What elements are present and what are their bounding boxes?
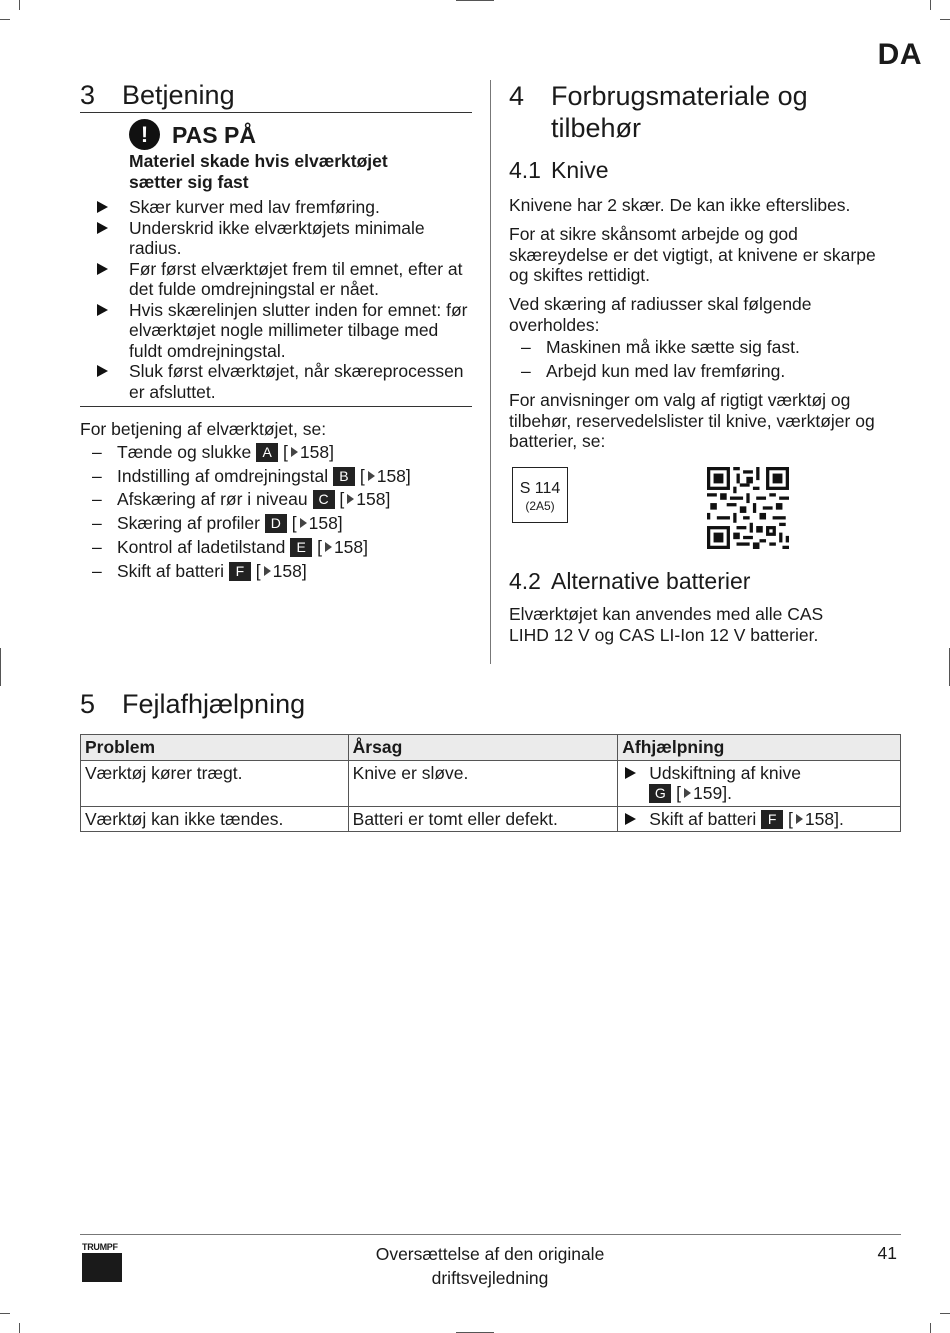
crop-mark	[456, 0, 494, 1]
figure-badge: E	[290, 538, 312, 557]
list-item: Før først elværktøjet frem til emnet, efter at det fulde omdrejningstal er nået.	[80, 259, 472, 300]
divider	[80, 112, 472, 113]
triangle-bullet-icon	[97, 201, 108, 213]
paragraph: Knivene har 2 skær. De kan ikke efterslibes.	[509, 195, 851, 215]
paragraph: Elværktøjet kan anvendes med alle CAS LIHD 12 V og CAS LI-Ion 12 V batterier.	[509, 604, 824, 645]
paragraph: For anvisninger om valg af rigtigt værktøj og tilbehør, reservedelslister til knive, værktøjer og batterier, se:	[509, 390, 875, 451]
table-header-row	[81, 735, 901, 761]
subsection-4-2-heading	[509, 568, 750, 595]
brand-name: TRUMPF	[82, 1242, 118, 1252]
page-arrow-icon	[796, 814, 803, 824]
page-link[interactable]: 159].	[693, 783, 732, 803]
triangle-bullet-icon	[97, 263, 108, 275]
triangle-bullet-icon	[97, 304, 108, 316]
subsection-4-1-heading	[509, 157, 609, 184]
page-link[interactable]: 158]	[376, 465, 411, 486]
subsection-title: Alternative batterier	[551, 568, 751, 594]
paragraph: Ved skæring af radiusser skal følgende overholdes:	[509, 294, 812, 335]
figure-badge: B	[333, 467, 355, 486]
page-arrow-icon	[264, 566, 271, 576]
page-link[interactable]: 158]	[356, 489, 391, 510]
footer-center	[340, 1243, 640, 1290]
cause-cell: Knive er sløve.	[348, 760, 618, 806]
page-arrow-icon	[291, 447, 298, 457]
brand-logo	[82, 1242, 122, 1282]
page-arrow-icon	[325, 542, 332, 552]
footer-line: driftsvejledning	[431, 1267, 549, 1288]
paragraph: For at sikre skånsomt arbejde og god skæreydelse er det vigtigt, at knivene er skarpe og skiftes rettidigt.	[509, 224, 876, 285]
column-header: Afhjælpning	[618, 735, 901, 761]
page-arrow-icon	[684, 788, 691, 798]
language-code: DA	[877, 38, 922, 71]
triangle-bullet-icon	[625, 813, 636, 825]
list-item: – Tænde og slukke A [ 158]	[92, 442, 334, 462]
crop-mark	[0, 648, 1, 686]
rules-list	[509, 336, 904, 383]
figure-badge: C	[313, 490, 335, 509]
section-title: Fejlafhjælpning	[122, 689, 306, 719]
list-item: Sluk først elværktøjet, når skæreprocessen er afsluttet.	[80, 361, 472, 402]
figure-badge: D	[265, 514, 287, 533]
section-3-heading	[80, 80, 235, 111]
column-header: Årsag	[348, 735, 618, 761]
remedy-cell: Udskiftning af knive G [ 159].	[618, 760, 901, 806]
crop-mark	[0, 1313, 10, 1314]
table-row	[81, 806, 901, 832]
section-4-heading	[509, 80, 869, 144]
section-number: 4	[509, 81, 525, 111]
figure-badge: A	[256, 443, 278, 462]
reference-subcode: (2A5)	[525, 499, 555, 513]
warning-signal-word: PAS PÅ	[172, 122, 256, 148]
qr-code[interactable]	[707, 467, 789, 549]
page-link[interactable]: 158]	[272, 560, 307, 581]
reference-list	[80, 441, 472, 583]
footer-divider	[80, 1234, 901, 1235]
section-title-line2: tilbehør	[551, 113, 642, 143]
crop-mark	[19, 0, 20, 10]
triangle-bullet-icon	[625, 767, 636, 779]
section-number: 3	[80, 80, 96, 110]
page-link[interactable]: 158].	[804, 808, 844, 829]
cause-cell: Batteri er tomt eller defekt.	[348, 806, 618, 832]
list-item: – Arbejd kun med lav fremføring.	[521, 360, 786, 381]
page-arrow-icon	[300, 518, 307, 528]
page-arrow-icon	[368, 471, 375, 481]
divider	[80, 406, 472, 407]
exclamation-icon: !	[129, 119, 160, 150]
crop-mark	[930, 0, 931, 10]
crop-mark	[0, 19, 10, 20]
list-item: Underskrid ikke elværktøjets minimale radius.	[80, 218, 472, 259]
section-title-line1: Forbrugsmateriale og	[551, 81, 808, 111]
list-item: – Skæring af profiler D [ 158]	[92, 513, 343, 534]
triangle-bullet-icon	[97, 365, 108, 377]
column-divider	[490, 80, 491, 664]
crop-mark	[19, 1323, 20, 1333]
page-link[interactable]: 158]	[333, 536, 368, 557]
list-item: – Maskinen må ikke sætte sig fast.	[521, 337, 800, 357]
warning-headline: Materiel skade hvis elværktøjet sætter sig fast	[129, 151, 388, 192]
list-item: – Kontrol af ladetilstand E [ 158]	[92, 536, 368, 557]
crop-mark	[940, 19, 950, 20]
section-5-heading	[80, 689, 305, 720]
list-item: Hvis skærelinjen slutter inden for emnet: før elværktøjet nogle millimeter tilbage med fuldt omdrejningstal.	[80, 300, 472, 362]
reference-code: S 114	[519, 480, 561, 497]
page-arrow-icon	[347, 494, 354, 504]
footer-line: Oversættelse af den originale	[375, 1244, 605, 1264]
crop-mark	[930, 1323, 931, 1333]
list-item: – Afskæring af rør i niveau C [ 158]	[92, 489, 391, 510]
warning-list	[80, 197, 472, 402]
figure-badge: F	[229, 562, 251, 581]
triangle-bullet-icon	[97, 222, 108, 234]
page-link[interactable]: 158]	[308, 513, 343, 534]
column-header: Problem	[81, 735, 349, 761]
reference-code-box	[512, 467, 568, 523]
subsection-number: 4.2	[509, 568, 541, 594]
crop-mark	[940, 1313, 950, 1314]
page-number: 41	[877, 1243, 897, 1263]
brand-block	[82, 1253, 122, 1282]
figure-badge: G	[649, 784, 671, 803]
figure-badge: F	[761, 810, 783, 829]
troubleshooting-table	[80, 734, 901, 832]
section-number: 5	[80, 689, 96, 719]
remedy-cell: Skift af batteri F [ 158].	[618, 806, 901, 832]
section-title: Betjening	[122, 80, 235, 110]
list-item: Skær kurver med lav fremføring.	[80, 197, 472, 218]
subsection-title: Knive	[551, 157, 609, 183]
table-row	[81, 760, 901, 806]
page-link[interactable]: 158]	[299, 442, 334, 462]
problem-cell: Værktøj kører trægt.	[81, 760, 349, 806]
problem-cell: Værktøj kan ikke tændes.	[81, 806, 349, 832]
subsection-number: 4.1	[509, 157, 541, 183]
operation-intro: For betjening af elværktøjet, se:	[80, 419, 327, 439]
list-item: – Skift af batteri F [ 158]	[92, 560, 307, 581]
list-item: – Indstilling af omdrejningstal B [ 158]	[92, 465, 411, 486]
